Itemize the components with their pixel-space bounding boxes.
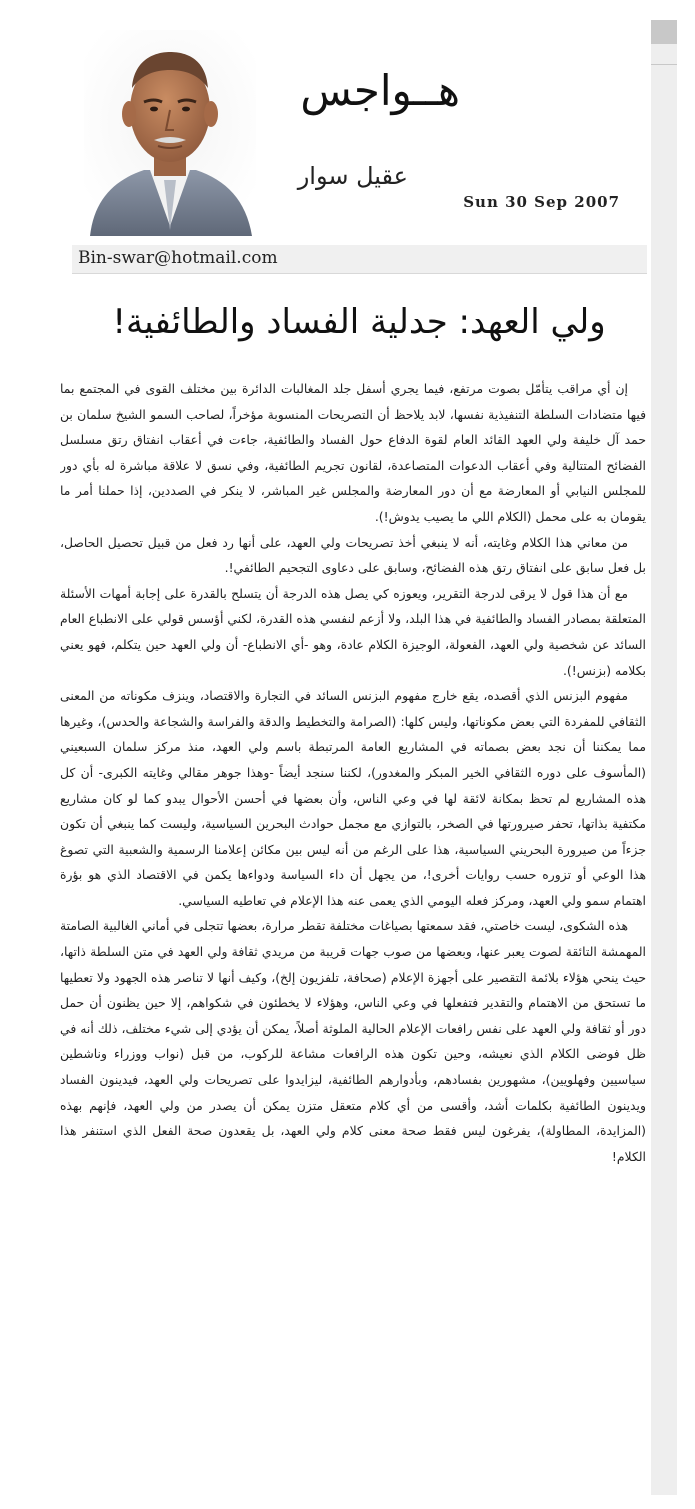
article-body [60,376,646,1476]
author-name: عقيل سوار [297,162,408,190]
article-paragraph: مع أن هذا قول لا يرقى لدرجة التقرير، ويعوزه كي يصل هذه الدرجة أن يتسلح بالقدرة على إجابة أمهات الأسئلة المتعلقة بمصادر الفساد والطائفية في هذا البلد، ولا أزعم لنفسي هذه القدرة، لكني أؤسس قولي على الانطباع العام السائد عن شخصية ولي العهد، الفعولة، الوجيزة الكلام عادة، وهو -أي الانطباع- أن ولي العهد حين يتكلم، فهو يعني بكلامه (بزنس!). [60,585,646,678]
right-margin-block [651,20,677,44]
article-paragraph: هذه الشكوى، ليست خاصتي، فقد سمعتها بصياغات مختلفة تقطر مرارة، بعضها تتجلى في أماني الغالبية الصامتة المهمشة التائقة لصوت يعبر عنها، وبعضها من صوب جهات قريبة من مريدي ثقافة ولي العهد في متن السلطة ذاتها، حيث ينحي هؤلاء بلائمة التقصير على أجهزة الإعلام (صحافة، تلفزيون إلخ)، وكيف أنها لا تناصر هذه الجهود ولا تعطيها ما تستحق من الاهتمام والتقدير فتفعلها في وعي الناس، وهؤلاء لا يخطئون في شكواهم، إلا حين يظنون أن حمل دور أو ثقافة ولي العهد على نفس رافعات الإعلام الحالية الملوثة أصلاً، يمكن أن يؤدي إلى شيء مختلف، ذلك أنه في ظل فوضى الكلام الذي نعيشه، وحين تكون هذه الرافعات مشاعة للركوب، من قبل (نواب ووزراء وناشطين سياسيين وفهلويين)، مشهورين بفسادهم، وبأدوارهم الطائفية، ليزايدوا على تصريحات ولي العهد، فيدينون الفساد ويدينون الطائفية بكلمات أشد، وأقسى من أي كلام متعقل متزن يمكن أن يصدر من ولي العهد، فإنهم بهذه (المزايدة، المطاولة)، يفرغون ليس فقط صحة معنى كلام ولي العهد، بل يقعدون صحة الفعل الذي استنفر هذا الكلام! [60,918,646,1164]
column-title: هــواجس [300,66,460,115]
publish-date: Sun 30 Sep 2007 [463,193,620,211]
article-paragraph: مفهوم البزنس الذي أقصده، يقع خارج مفهوم البزنس السائد في التجارة والاقتصاد، وينزف مكوناته من المعنى الثقافي للمفردة التي بعض مكوناتها، وليس كلها: (الصرامة والتخطيط والدقة والفراسة والشجاعة والحدس)، وغيرها مما يمكننا أن نجد بعض بصماته في المشاريع العامة المرتبطة باسم ولي العهد، منذ مركز سلمان السبعيني (المأسوف على دوره الثقافي الخير المبكر والمغدور)، لكننا سنجد أيضاً -وهذا جوهر مقالي وغايته الكبرى- أن كل هذه المشاريع لم تحظ بمكانة لائقة لها في وعي الناس، وأن بعضها في أحسن الأحوال يبدو كما لو كان مشاريع مكتفية بذاتها، تحفر صيرورتها في الصخر، بالتوازي مع مجمل حوادث البحرين السياسية، وليست كما ينبغي أن تكون جزءاً من صيرورة البحريني السياسية، هذا على الرغم من أنه ليس بين مكائن إعلامنا الرسمية والشعبية التي تصوغ هذا الوعي أو تزوره حسب روايات أخرى!، من يجهل أن داء السياسة ودواءها يكمن في الاقتصاد الذي هو بؤرة اهتمام سمو ولي العهد، ومركز فعله اليومي الذي يعمى عنه هذا الإعلام في تعاطيه السياسي. [60,688,646,908]
author-portrait [84,30,256,236]
article-headline: ولي العهد: جدلية الفساد والطائفية! [112,302,606,342]
email-bar [72,245,647,274]
article-paragraph: من معاني هذا الكلام وغايته، أنه لا ينبغي أخذ تصريحات ولي العهد، على أنها رد فعل من قبيل تحصيل الحاصل، بل فعل سابق على انفتاق رتق هذه الفضائح، وسابق على دعاوى التجحيم الطائفي!. [60,534,646,576]
right-margin-line [651,64,677,65]
author-email: Bin-swar@hotmail.com [78,248,278,268]
right-margin-strip [651,20,677,1495]
article-paragraph: إن أي مراقب يتأمّل بصوت مرتفع، فيما يجري أسفل جلد المغالبات الدائرة بين مختلف القوى في المجتمع بما فيها متضادات السلطة التنفيذية نفسها، لابد يلاحظ أن التصريحات المنسوبة مؤخراً، لصاحب السمو الشيخ سلمان بن حمد آل خليفة ولي العهد القائد العام لقوة الدفاع حول الفساد والطائفية، جاءت في أعقاب انفتاق رتق مسلسل الفضائح المتتالية وفي أعقاب الدعوات المتصاعدة، لقانون تجريم الطائفية، وفي نسق لا علاقة مباشرة له بأي دور للمجلس النيابي أو المعارضة مع أن دور المعارضة والمجلس غير المباشر، لا ينكر في الصددين، إذا حملنا أمر ما يقومان به على محمل (الكلام اللي ما يصيب يدوش!). [60,381,646,524]
